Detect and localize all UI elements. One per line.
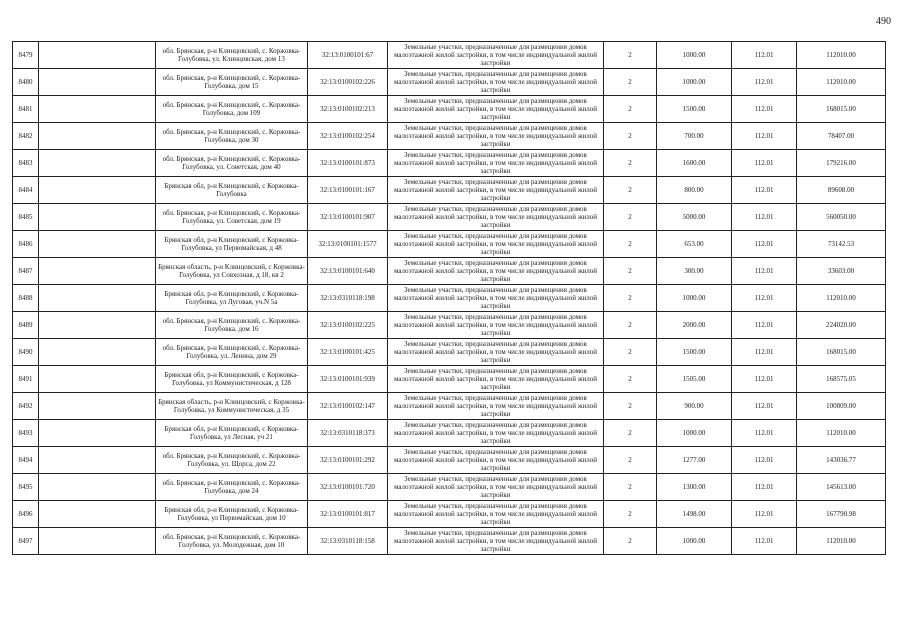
cell-land-category: Земельные участки, предназначенные для размещения домов малоэтажной жилой застройки, в том числе индивидуальной жилой застройки [388,42,604,69]
cell-blank [39,312,156,339]
cell-group: 2 [604,69,657,96]
cell-specific-value: 112.01 [732,69,797,96]
table-row [13,123,886,150]
cell-area: 1600.00 [657,150,732,177]
cell-cadastral-number: 32:13:0100101:67 [308,42,388,69]
table-row [13,204,886,231]
cell-area: 1000.00 [657,420,732,447]
cell-cadastral-value: 112010.00 [797,69,886,96]
cell-blank [39,150,156,177]
cell-specific-value: 112.01 [732,123,797,150]
cell-specific-value: 112.01 [732,258,797,285]
cell-cadastral-value: 33603.00 [797,258,886,285]
cell-blank [39,123,156,150]
cell-group: 2 [604,339,657,366]
cell-cadastral-number: 32:13:0100101:873 [308,150,388,177]
cell-specific-value: 112.01 [732,42,797,69]
cell-blank [39,42,156,69]
page-number: 490 [876,16,891,27]
cell-group: 2 [604,96,657,123]
cell-blank [39,339,156,366]
cell-address: обл. Брянская, р-н Клинцовский, с. Коржовка-Голубовка, дом 24 [156,474,308,501]
table-body [13,42,886,555]
cell-blank [39,96,156,123]
cell-land-category: Земельные участки, предназначенные для размещения домов малоэтажной жилой застройки, в том числе индивидуальной жилой застройки [388,528,604,555]
cell-cadastral-value: 112010.00 [797,42,886,69]
cell-area: 1498.00 [657,501,732,528]
cell-group: 2 [604,42,657,69]
cell-address: обл. Брянская, р-н Клинцовский, с. Коржовка-Голубовка, дом 15 [156,69,308,96]
cell-group: 2 [604,501,657,528]
cell-group: 2 [604,231,657,258]
table-row [13,339,886,366]
table-row [13,258,886,285]
cell-land-category: Земельные участки, предназначенные для размещения домов малоэтажной жилой застройки, в том числе индивидуальной жилой застройки [388,123,604,150]
cell-area: 1277.00 [657,447,732,474]
cell-specific-value: 112.01 [732,150,797,177]
cell-group: 2 [604,177,657,204]
cell-cadastral-number: 32:13:0100101:720 [308,474,388,501]
cell-group: 2 [604,528,657,555]
cell-number: 8484 [13,177,39,204]
cell-address: Брянская обл, р-н Клинцовский, с Коржовка-Голубовка, ул Луговая, уч.N 5а [156,285,308,312]
cell-cadastral-value: 224020.00 [797,312,886,339]
cell-land-category: Земельные участки, предназначенные для размещения домов малоэтажной жилой застройки, в том числе индивидуальной жилой застройки [388,258,604,285]
table-row [13,69,886,96]
cell-land-category: Земельные участки, предназначенные для размещения домов малоэтажной жилой застройки, в том числе индивидуальной жилой застройки [388,312,604,339]
cell-specific-value: 112.01 [732,528,797,555]
cell-area: 900.00 [657,393,732,420]
cell-cadastral-number: 32:13:0100102:225 [308,312,388,339]
cell-address: Брянская область, р-н Клинцовский, с Коржовка-Голубовка, ул Совхозная, д 18, кв 2 [156,258,308,285]
cell-cadastral-number: 32:13:0100101:907 [308,204,388,231]
cell-group: 2 [604,258,657,285]
table-row [13,312,886,339]
cell-cadastral-value: 179216.00 [797,150,886,177]
cell-area: 2000.00 [657,312,732,339]
cell-area: 5000.00 [657,204,732,231]
cell-cadastral-number: 32:13:0310118:373 [308,420,388,447]
cell-cadastral-value: 167790.98 [797,501,886,528]
cell-specific-value: 112.01 [732,312,797,339]
cell-land-category: Земельные участки, предназначенные для размещения домов малоэтажной жилой застройки, в том числе индивидуальной жилой застройки [388,177,604,204]
cell-area: 1500.00 [657,96,732,123]
cell-specific-value: 112.01 [732,204,797,231]
cell-address: обл. Брянская, р-н Клинцовский, с. Коржовка-Голубовка, дом 109 [156,96,308,123]
cell-blank [39,528,156,555]
cell-group: 2 [604,474,657,501]
cell-area: 1000.00 [657,42,732,69]
cell-cadastral-value: 560050.00 [797,204,886,231]
cell-cadastral-value: 112010.00 [797,420,886,447]
cell-cadastral-value: 112010.00 [797,528,886,555]
cell-number: 8494 [13,447,39,474]
cell-blank [39,258,156,285]
cell-cadastral-number: 32:13:0100101:292 [308,447,388,474]
cell-blank [39,393,156,420]
cell-number: 8493 [13,420,39,447]
cell-group: 2 [604,204,657,231]
cell-number: 8481 [13,96,39,123]
cell-address: обл. Брянская, р-н Клинцовский, с. Коржовка-Голубовка, ул. Щорса, дом 22 [156,447,308,474]
cell-cadastral-value: 168015.00 [797,339,886,366]
cell-land-category: Земельные участки, предназначенные для размещения домов малоэтажной жилой застройки, в том числе индивидуальной жилой застройки [388,150,604,177]
cell-specific-value: 112.01 [732,474,797,501]
cell-cadastral-number: 32:13:0100102:254 [308,123,388,150]
cell-cadastral-value: 143036.77 [797,447,886,474]
cell-group: 2 [604,312,657,339]
table-row [13,420,886,447]
cell-blank [39,501,156,528]
table-row [13,366,886,393]
cell-specific-value: 112.01 [732,96,797,123]
cell-number: 8488 [13,285,39,312]
cell-area: 1000.00 [657,69,732,96]
cell-number: 8486 [13,231,39,258]
cell-group: 2 [604,366,657,393]
land-registry-table [12,41,886,555]
cell-number: 8497 [13,528,39,555]
cell-number: 8490 [13,339,39,366]
table-row [13,528,886,555]
cell-group: 2 [604,393,657,420]
table-row [13,393,886,420]
cell-cadastral-value: 168015.00 [797,96,886,123]
cell-address: обл. Брянская, р-н Клинцовский, с. Коржовка-Голубовка, ул. Советская, дом 19 [156,204,308,231]
table-row [13,474,886,501]
cell-cadastral-number: 32:13:0310118:198 [308,285,388,312]
cell-address: Брянская обл, р-н Клинцовский, с Коржовка-Голубовка, ул Лесная, уч 21 [156,420,308,447]
cell-number: 8492 [13,393,39,420]
cell-blank [39,285,156,312]
cell-blank [39,231,156,258]
cell-cadastral-number: 32:13:0100101:939 [308,366,388,393]
cell-cadastral-number: 32:13:0100101:425 [308,339,388,366]
cell-cadastral-value: 112010.00 [797,285,886,312]
cell-number: 8491 [13,366,39,393]
cell-cadastral-number: 32:13:0100101:817 [308,501,388,528]
cell-blank [39,177,156,204]
cell-number: 8495 [13,474,39,501]
cell-address: обл. Брянская, р-н Клинцовский, с. Коржовка-Голубовка, ул. Советская, дом 40 [156,150,308,177]
cell-address: Брянская обл, р-н Клинцовский, с Коржовка-Голубовка, ул Коммунистическая, д 128 [156,366,308,393]
cell-cadastral-number: 32:13:0310118:158 [308,528,388,555]
cell-group: 2 [604,447,657,474]
table-row [13,177,886,204]
cell-land-category: Земельные участки, предназначенные для размещения домов малоэтажной жилой застройки, в том числе индивидуальной жилой застройки [388,447,604,474]
cell-specific-value: 112.01 [732,231,797,258]
cell-address: обл. Брянская, р-н Клинцовский, с. Коржовка-Голубовка, ул. Клинцовская, дом 13 [156,42,308,69]
cell-blank [39,204,156,231]
cell-area: 700.00 [657,123,732,150]
cell-cadastral-value: 145613.00 [797,474,886,501]
cell-area: 653.00 [657,231,732,258]
cell-specific-value: 112.01 [732,339,797,366]
cell-area: 1300.00 [657,474,732,501]
table-row [13,150,886,177]
cell-land-category: Земельные участки, предназначенные для размещения домов малоэтажной жилой застройки, в том числе индивидуальной жилой застройки [388,366,604,393]
cell-area: 1000.00 [657,528,732,555]
cell-cadastral-value: 73142.53 [797,231,886,258]
cell-number: 8480 [13,69,39,96]
cell-specific-value: 112.01 [732,177,797,204]
table-row [13,501,886,528]
cell-number: 8496 [13,501,39,528]
cell-address: Брянская обл, р-н Клинцовский, с Коржовка-Голубовка, ул Первомайская, дом 10 [156,501,308,528]
cell-land-category: Земельные участки, предназначенные для размещения домов малоэтажной жилой застройки, в том числе индивидуальной жилой застройки [388,96,604,123]
cell-area: 1000.00 [657,285,732,312]
cell-cadastral-value: 100809.00 [797,393,886,420]
cell-cadastral-number: 32:13:0100101:167 [308,177,388,204]
cell-land-category: Земельные участки, предназначенные для размещения домов малоэтажной жилой застройки, в том числе индивидуальной жилой застройки [388,501,604,528]
table-row [13,231,886,258]
cell-blank [39,474,156,501]
table-row [13,42,886,69]
cell-group: 2 [604,285,657,312]
cell-group: 2 [604,150,657,177]
cell-cadastral-number: 32:13:0100101:640 [308,258,388,285]
cell-address: Брянская обл, р-н Клинцовский, с Коржовка-Голубовка [156,177,308,204]
cell-specific-value: 112.01 [732,501,797,528]
cell-blank [39,366,156,393]
cell-number: 8483 [13,150,39,177]
cell-area: 800.00 [657,177,732,204]
cell-area: 1505.00 [657,366,732,393]
cell-specific-value: 112.01 [732,420,797,447]
cell-cadastral-number: 32:13:0100102:226 [308,69,388,96]
cell-land-category: Земельные участки, предназначенные для размещения домов малоэтажной жилой застройки, в том числе индивидуальной жилой застройки [388,285,604,312]
cell-land-category: Земельные участки, предназначенные для размещения домов малоэтажной жилой застройки, в том числе индивидуальной жилой застройки [388,339,604,366]
cell-blank [39,447,156,474]
cell-land-category: Земельные участки, предназначенные для размещения домов малоэтажной жилой застройки, в том числе индивидуальной жилой застройки [388,420,604,447]
cell-number: 8482 [13,123,39,150]
cell-group: 2 [604,123,657,150]
cell-blank [39,420,156,447]
cell-blank [39,69,156,96]
cell-specific-value: 112.01 [732,366,797,393]
cell-number: 8489 [13,312,39,339]
table-row [13,285,886,312]
cell-specific-value: 112.01 [732,393,797,420]
cell-land-category: Земельные участки, предназначенные для размещения домов малоэтажной жилой застройки, в том числе индивидуальной жилой застройки [388,393,604,420]
cell-address: обл. Брянская, р-н Клинцовский, с. Коржовка-Голубовка, дом 30 [156,123,308,150]
cell-cadastral-number: 32:13:0100102:147 [308,393,388,420]
cell-land-category: Земельные участки, предназначенные для размещения домов малоэтажной жилой застройки, в том числе индивидуальной жилой застройки [388,204,604,231]
cell-cadastral-number: 32:13:0100102:213 [308,96,388,123]
cell-area: 1500.00 [657,339,732,366]
cell-cadastral-value: 78407.00 [797,123,886,150]
cell-land-category: Земельные участки, предназначенные для размещения домов малоэтажной жилой застройки, в том числе индивидуальной жилой застройки [388,474,604,501]
cell-specific-value: 112.01 [732,447,797,474]
cell-address: Брянская область, р-н Клинцовский, с Коржовка-Голубовка, ул Коммунистическая, д 35 [156,393,308,420]
cell-cadastral-value: 89608.00 [797,177,886,204]
cell-group: 2 [604,420,657,447]
cell-address: Брянская обл, р-н Клинцовский, с Коржовка-Голубовка, ул Первомайская, д 48 [156,231,308,258]
cell-land-category: Земельные участки, предназначенные для размещения домов малоэтажной жилой застройки, в том числе индивидуальной жилой застройки [388,231,604,258]
cell-land-category: Земельные участки, предназначенные для размещения домов малоэтажной жилой застройки, в том числе индивидуальной жилой застройки [388,69,604,96]
cell-cadastral-value: 168575.05 [797,366,886,393]
cell-number: 8485 [13,204,39,231]
cell-address: обл. Брянская, р-н Клинцовский, с. Коржовка-Голубовка, ул. Ленина, дом 29 [156,339,308,366]
cell-number: 8487 [13,258,39,285]
cell-area: 300.00 [657,258,732,285]
table-row [13,96,886,123]
cell-number: 8479 [13,42,39,69]
cell-address: обл. Брянская, р-н Клинцовский, с. Коржовка-Голубовка, дом 16 [156,312,308,339]
cell-cadastral-number: 32:13:0100101:1577 [308,231,388,258]
table-row [13,447,886,474]
cell-address: обл. Брянская, р-н Клинцовский, с. Коржовка-Голубовка, ул. Молодежная, дом 10 [156,528,308,555]
cell-specific-value: 112.01 [732,285,797,312]
